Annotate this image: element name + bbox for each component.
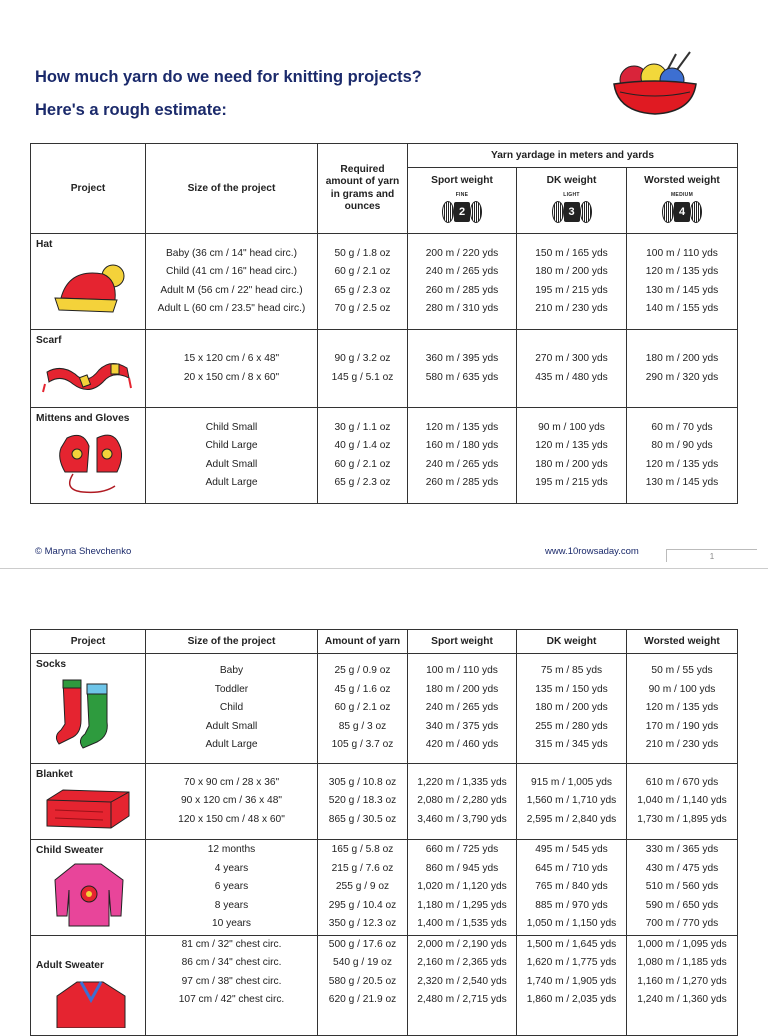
size-value: Baby (36 cm / 14" head circ.) — [165, 247, 297, 259]
dk-value: 885 m / 970 yds — [535, 899, 608, 911]
dk-value: 1,740 m / 1,905 yds — [526, 975, 617, 987]
project-cell — [31, 764, 146, 840]
sport-cell — [408, 936, 517, 1036]
worsted-cell — [627, 840, 738, 936]
size-cell — [146, 654, 318, 764]
dk-cell — [517, 234, 627, 330]
website-link[interactable]: www.10rowsaday.com — [545, 546, 639, 557]
amount-value: 60 g / 2.1 oz — [334, 702, 391, 714]
dk-cell — [517, 840, 627, 936]
weight-2-icon — [442, 201, 482, 223]
dk-value: 195 m / 215 yds — [535, 284, 608, 296]
amount-value: 145 g / 5.1 oz — [331, 371, 394, 383]
amount-value: 45 g / 1.6 oz — [334, 683, 391, 695]
sport-cell — [408, 234, 517, 330]
dk-cell — [517, 330, 627, 408]
sport-value: 2,320 m / 2,540 yds — [417, 975, 507, 987]
page-number-box — [666, 549, 757, 562]
sport-value: 420 m / 460 yds — [425, 739, 499, 751]
worsted-value: 610 m / 670 yds — [645, 776, 719, 788]
size-value: 20 x 150 cm / 8 x 60" — [183, 371, 280, 383]
dk-value: 765 m / 840 yds — [535, 881, 608, 893]
worsted-value: 50 m / 55 yds — [651, 665, 713, 677]
worsted-value: 330 m / 365 yds — [645, 844, 719, 856]
weight-number: 4 — [674, 202, 690, 222]
hat-icon — [51, 262, 131, 314]
header-sport: Sport weight — [408, 630, 517, 654]
sport-value: 340 m / 375 yds — [425, 720, 499, 732]
size-value: 97 cm / 38" chest circ. — [181, 975, 282, 987]
project-cell — [31, 408, 146, 504]
amount-cell — [318, 840, 408, 936]
page-separator — [0, 568, 768, 569]
worsted-value: 430 m / 475 yds — [645, 862, 719, 874]
project-cell — [31, 330, 146, 408]
worsted-value: 180 m / 200 yds — [645, 353, 719, 365]
sport-cell — [408, 330, 517, 408]
worsted-value: 100 m / 110 yds — [646, 247, 718, 259]
worsted-cell — [627, 234, 738, 330]
sport-value: 2,080 m / 2,280 yds — [417, 795, 507, 807]
size-value: Adult Small — [205, 458, 258, 470]
sport-value: 100 m / 110 yds — [426, 665, 498, 677]
worsted-value: 700 m / 770 yds — [645, 918, 719, 930]
page-title: How much yarn do we need for knitting projects? — [35, 68, 422, 86]
dk-value: 315 m / 345 yds — [535, 739, 608, 751]
worsted-value: 130 m / 145 yds — [645, 284, 719, 296]
size-cell — [146, 764, 318, 840]
worsted-cell — [627, 654, 738, 764]
size-value: Child Large — [205, 440, 258, 452]
amount-value: 350 g / 12.3 oz — [328, 918, 397, 930]
amount-value: 60 g / 2.1 oz — [334, 458, 391, 470]
sport-value: 1,220 m / 1,335 yds — [417, 776, 507, 788]
size-value: 90 x 120 cm / 36 x 48" — [180, 795, 283, 807]
amount-value: 215 g / 7.6 oz — [331, 862, 394, 874]
amount-value: 620 g / 21.9 oz — [328, 994, 397, 1006]
table-row — [31, 408, 738, 504]
worsted-value: 120 m / 135 yds — [645, 702, 719, 714]
size-value: 8 years — [214, 899, 249, 911]
sport-value: 1,400 m / 1,535 yds — [417, 918, 507, 930]
sport-value: 1,020 m / 1,120 yds — [417, 881, 507, 893]
size-value: Adult Large — [205, 476, 258, 488]
child-sweater-icon — [49, 860, 129, 930]
amount-value: 60 g / 2.1 oz — [334, 266, 391, 278]
header-dk — [517, 168, 627, 234]
amount-value: 65 g / 2.3 oz — [334, 284, 391, 296]
sport-value: 860 m / 945 yds — [425, 862, 499, 874]
dk-value: 150 m / 165 yds — [535, 247, 608, 259]
worsted-cell — [627, 764, 738, 840]
worsted-value: 1,160 m / 1,270 yds — [637, 975, 727, 987]
header-worsted — [627, 168, 738, 234]
dk-cell — [517, 408, 627, 504]
sport-value: 2,480 m / 2,715 yds — [417, 994, 507, 1006]
dk-value: 195 m / 215 yds — [535, 476, 608, 488]
sport-cell — [408, 840, 517, 936]
size-value: 107 cm / 42" chest circ. — [178, 994, 285, 1006]
worsted-value: 1,040 m / 1,140 yds — [637, 795, 727, 807]
table-row — [31, 330, 738, 408]
amount-value: 85 g / 3 oz — [338, 720, 387, 732]
amount-value: 540 g / 19 oz — [333, 957, 392, 969]
dk-value: 120 m / 135 yds — [535, 440, 608, 452]
project-cell — [31, 840, 146, 936]
size-value: Adult L (60 cm / 23.5" head circ.) — [157, 302, 306, 314]
sport-value: 200 m / 220 yds — [425, 247, 499, 259]
size-cell — [146, 936, 318, 1036]
sport-value: 180 m / 200 yds — [425, 683, 499, 695]
sport-value: 2,000 m / 2,190 yds — [417, 939, 507, 950]
worsted-value: 130 m / 145 yds — [645, 476, 719, 488]
amount-value: 295 g / 10.4 oz — [328, 899, 397, 911]
sport-value: 260 m / 285 yds — [425, 476, 499, 488]
size-value: 4 years — [214, 862, 249, 874]
worsted-value: 120 m / 135 yds — [645, 266, 719, 278]
amount-cell — [318, 408, 408, 504]
table-row — [31, 234, 738, 330]
yarn-table-2 — [30, 629, 738, 1036]
size-value: 86 cm / 34" chest circ. — [181, 957, 282, 969]
size-cell — [146, 330, 318, 408]
size-value: Adult M (56 cm / 22" head circ.) — [160, 284, 303, 296]
page-subtitle: Here's a rough estimate: — [35, 101, 227, 119]
mittens-icon — [53, 428, 133, 500]
size-value: Child — [219, 702, 244, 714]
sport-value: 240 m / 265 yds — [425, 702, 499, 714]
sport-cell — [408, 654, 517, 764]
amount-value: 50 g / 1.8 oz — [334, 247, 391, 259]
dk-value: 180 m / 200 yds — [535, 266, 608, 278]
worsted-value: 290 m / 320 yds — [645, 371, 719, 383]
table-row — [31, 840, 738, 936]
size-value: Adult Large — [205, 739, 258, 751]
size-value: Child Small — [205, 421, 258, 433]
dk-value: 1,860 m / 2,035 yds — [526, 994, 617, 1006]
header-project: Project — [31, 144, 146, 234]
dk-cell — [517, 936, 627, 1036]
worsted-value: 590 m / 650 yds — [645, 899, 719, 911]
project-name: Mittens and Gloves — [36, 413, 130, 424]
worsted-value: 210 m / 230 yds — [645, 739, 719, 751]
amount-value: 65 g / 2.3 oz — [334, 476, 391, 488]
size-value: 70 x 90 cm / 28 x 36" — [183, 776, 280, 788]
sport-value: 2,160 m / 2,365 yds — [417, 957, 507, 969]
header-amount: Amount of yarn — [318, 630, 408, 654]
dk-value: 1,050 m / 1,150 yds — [526, 918, 617, 930]
worsted-value: 90 m / 100 yds — [648, 683, 716, 695]
worsted-value: 80 m / 90 yds — [651, 440, 713, 452]
header-required-amount: Required amount of yarn in grams and ounces — [318, 144, 408, 234]
worsted-cell — [627, 330, 738, 408]
size-value: Adult Small — [205, 720, 258, 732]
dk-value: 435 m / 480 yds — [535, 371, 608, 383]
header-worsted-label: Worsted weight — [644, 175, 720, 186]
amount-value: 70 g / 2.5 oz — [334, 302, 391, 314]
weight-number: 3 — [564, 202, 580, 222]
dk-value: 180 m / 200 yds — [535, 458, 608, 470]
sport-value: 260 m / 285 yds — [425, 284, 499, 296]
sport-value: 360 m / 395 yds — [425, 353, 499, 365]
amount-cell — [318, 234, 408, 330]
project-cell — [31, 234, 146, 330]
sport-cell — [408, 408, 517, 504]
size-cell — [146, 408, 318, 504]
sport-value: 120 m / 135 yds — [425, 421, 499, 433]
size-value: 81 cm / 32" chest circ. — [181, 939, 282, 950]
amount-cell — [318, 936, 408, 1036]
project-name: Adult Sweater — [36, 960, 104, 971]
amount-value: 90 g / 3.2 oz — [334, 353, 391, 365]
header-yardage: Yarn yardage in meters and yards — [408, 144, 738, 168]
project-name: Hat — [36, 239, 53, 250]
amount-value: 30 g / 1.1 oz — [334, 421, 391, 433]
header-worsted: Worsted weight — [627, 630, 738, 654]
socks-icon — [51, 674, 131, 754]
sport-value: 280 m / 310 yds — [425, 302, 499, 314]
project-name: Socks — [36, 659, 67, 670]
size-value: 15 x 120 cm / 6 x 48" — [183, 353, 280, 365]
header-dk: DK weight — [517, 630, 627, 654]
amount-value: 105 g / 3.7 oz — [331, 739, 394, 751]
dk-value: 1,560 m / 1,710 yds — [526, 795, 617, 807]
amount-cell — [318, 654, 408, 764]
adult-sweater-icon — [53, 978, 129, 1028]
worsted-cell — [627, 408, 738, 504]
table-row — [31, 654, 738, 764]
size-value: Baby — [219, 665, 244, 677]
size-value: 10 years — [211, 918, 252, 930]
amount-cell — [318, 330, 408, 408]
size-cell — [146, 234, 318, 330]
dk-value: 1,620 m / 1,775 yds — [526, 957, 617, 969]
amount-cell — [318, 764, 408, 840]
dk-value: 135 m / 150 yds — [535, 683, 608, 695]
size-value: 120 x 150 cm / 48 x 60" — [178, 813, 285, 825]
sport-value: 660 m / 725 yds — [425, 844, 499, 856]
header-size: Size of the project — [146, 630, 318, 654]
dk-cell — [517, 654, 627, 764]
dk-value: 495 m / 545 yds — [535, 844, 608, 856]
weight-label-light: LIGHT — [563, 192, 580, 198]
scarf-icon — [41, 354, 136, 396]
size-value: Child (41 cm / 16" head circ.) — [165, 266, 297, 278]
amount-value: 40 g / 1.4 oz — [334, 440, 391, 452]
worsted-value: 140 m / 155 yds — [645, 302, 719, 314]
project-name: Child Sweater — [36, 845, 104, 856]
dk-value: 90 m / 100 yds — [538, 421, 605, 433]
dk-value: 270 m / 300 yds — [535, 353, 608, 365]
weight-label-medium: MEDIUM — [670, 192, 694, 198]
dk-value: 915 m / 1,005 yds — [531, 776, 612, 788]
header-sport-label: Sport weight — [431, 175, 493, 186]
header-dk-label: DK weight — [546, 175, 597, 186]
amount-value: 305 g / 10.8 oz — [328, 776, 397, 788]
sport-value: 240 m / 265 yds — [425, 266, 499, 278]
amount-value: 520 g / 18.3 oz — [328, 795, 397, 807]
amount-value: 165 g / 5.8 oz — [331, 844, 394, 856]
worsted-cell — [627, 936, 738, 1036]
blanket-icon — [41, 786, 136, 832]
sport-value: 1,180 m / 1,295 yds — [417, 899, 507, 911]
page-number: 1 — [709, 552, 715, 561]
weight-3-icon — [552, 201, 592, 223]
dk-value: 255 m / 280 yds — [535, 720, 608, 732]
dk-value: 645 m / 710 yds — [535, 862, 608, 874]
size-cell — [146, 840, 318, 936]
project-cell — [31, 936, 146, 1036]
size-value: 12 months — [207, 844, 256, 856]
worsted-value: 1,240 m / 1,360 yds — [637, 994, 727, 1006]
sport-value: 160 m / 180 yds — [425, 440, 499, 452]
amount-value: 500 g / 17.6 oz — [328, 939, 397, 950]
amount-value: 865 g / 30.5 oz — [328, 813, 397, 825]
yarn-table-1 — [30, 143, 738, 504]
weight-label-fine: FINE — [455, 192, 469, 198]
header-sport — [408, 168, 517, 234]
size-value: Toddler — [214, 683, 249, 695]
worsted-value: 1,000 m / 1,095 yds — [637, 939, 727, 950]
header-size: Size of the project — [146, 144, 318, 234]
dk-value: 2,595 m / 2,840 yds — [526, 813, 617, 825]
amount-value: 25 g / 0.9 oz — [334, 665, 391, 677]
header-project: Project — [31, 630, 146, 654]
worsted-value: 1,080 m / 1,185 yds — [637, 957, 727, 969]
project-cell — [31, 654, 146, 764]
sport-value: 580 m / 635 yds — [425, 371, 499, 383]
sport-cell — [408, 764, 517, 840]
yarn-bowl-icon — [610, 50, 700, 118]
weight-number: 2 — [454, 202, 470, 222]
copyright-text: © Maryna Shevchenko — [35, 546, 132, 557]
table-row — [31, 936, 738, 1036]
worsted-value: 60 m / 70 yds — [651, 421, 713, 433]
sport-value: 3,460 m / 3,790 yds — [417, 813, 507, 825]
worsted-value: 120 m / 135 yds — [645, 458, 719, 470]
worsted-value: 510 m / 560 yds — [645, 881, 719, 893]
dk-cell — [517, 764, 627, 840]
dk-value: 1,500 m / 1,645 yds — [526, 939, 617, 950]
worsted-value: 170 m / 190 yds — [645, 720, 719, 732]
amount-value: 580 g / 20.5 oz — [328, 975, 397, 987]
sport-value: 240 m / 265 yds — [425, 458, 499, 470]
dk-value: 210 m / 230 yds — [535, 302, 608, 314]
amount-value: 255 g / 9 oz — [335, 881, 390, 893]
dk-value: 75 m / 85 yds — [540, 665, 603, 677]
worsted-value: 1,730 m / 1,895 yds — [637, 813, 727, 825]
table-row — [31, 764, 738, 840]
project-name: Blanket — [36, 769, 73, 780]
weight-4-icon — [662, 201, 702, 223]
dk-value: 180 m / 200 yds — [535, 702, 608, 714]
project-name: Scarf — [36, 335, 62, 346]
size-value: 6 years — [214, 881, 249, 893]
